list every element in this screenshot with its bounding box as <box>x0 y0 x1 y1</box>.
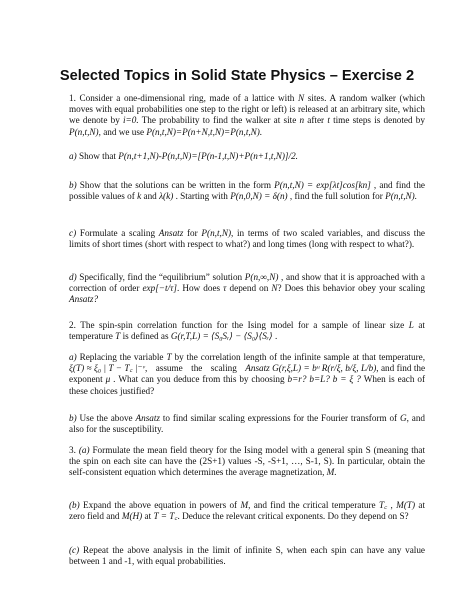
problem-3c: (c) Repeat the above analysis in the limit of infinite S, when each spin can have any value between 1 and -1, with equal probabilities. <box>69 545 425 567</box>
problem-1d: d) Specifically, find the “equilibrium” solution P(n,∞,N) , and show that it is approached with a correction of order exp[−t/τ]. How does τ depend on N? Does this behavior obey your scaling Ansatz? <box>69 272 425 305</box>
problem-1c: c) Formulate a scaling Ansatz for P(n,t,N), in terms of two scaled variables, and discuss the limits of short times (short with respect to what?) and long times (long with respect to what?). <box>69 228 425 250</box>
problem-2-intro: 2. The spin-spin correlation function for the Ising model for a sample of linear size L at temperature T is defined as G(r,T,L) = ⟨S₀Sᵣ⟩ − ⟨S₀⟩⟨Sᵣ⟩ . <box>69 320 425 342</box>
problem-1b: b) Show that the solutions can be written in the form P(n,t,N) = exp[λt]cos[kn] , and find the possible values of k and λ(k) . Starting with P(n,0,N) = δ(n) , find the full solution for P(n,t,N). <box>69 180 425 202</box>
page-title: Selected Topics in Solid State Physics – Exercise 2 <box>59 68 415 84</box>
problem-2b: b) Use the above Ansatz to find similar scaling expressions for the Fourier transform of G, and also for the susceptibility. <box>69 413 426 435</box>
problem-3a: 3. (a) Formulate the mean field theory for the Ising model with a general spin S (meaning that the spin on each site can have the (2S+1) values -S, -S+1, …, S-1, S). In particular, obtain the self-consistent equation which determines the average magnetization, M. <box>69 445 426 478</box>
problem-1-intro: 1. Consider a one-dimensional ring, made of a lattice with N sites. A random walker (which moves with equal probabilities one step to the right or left) is released at an arbitrary site, which we denote by i=0. The probability to find the walker at site n after t time steps is denoted by P(n,t,N), and we use P(n,t,N)=P(n+N,t,N)=P(n,t,N). <box>69 93 425 137</box>
problem-1a: a) Show that P(n,t+1,N)-P(n,t,N)=[P(n-1,t,N)+P(n+1,t,N)]/2. <box>69 151 298 161</box>
problem-2a: a) Replacing the variable T by the correlation length of the infinite sample at that temperature, ξ(T) ≈ ξ₀ | T − T꜀ |⁻ᵛ, assume the scaling Ansatz G(r,ξ,L) = bᵘ R(r/ξ, b/ξ, L/b), and find the exponent μ . What can you deduce from this by choosing b=r? b=L? b = ξ ? When is each of these choices justified? <box>69 352 426 396</box>
problem-3b: (b) Expand the above equation in powers of M, and find the critical temperature T꜀ , M(T) at zero field and M(H) at T = T꜀. Deduce the relevant critical exponents. Do they depend on S? <box>69 500 426 522</box>
